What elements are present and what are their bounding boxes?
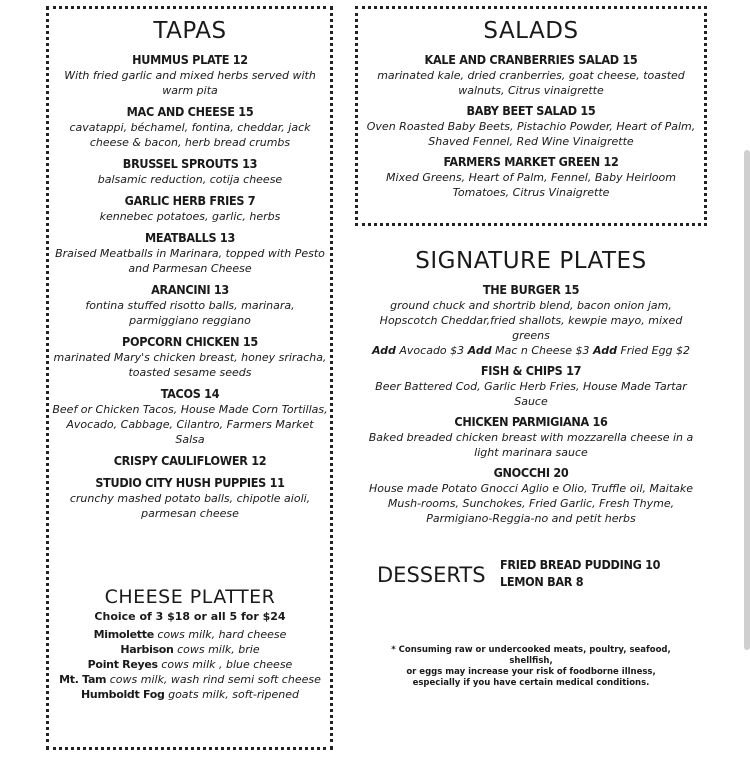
cheese-description: goats milk, soft-ripened bbox=[168, 688, 299, 701]
cheese-name: Mimolette bbox=[93, 628, 154, 641]
cheese-description: cows milk, wash rind semi soft cheese bbox=[109, 673, 321, 686]
dish-description: kennebec potatoes, garlic, herbs bbox=[99, 210, 281, 223]
menu-item bbox=[362, 464, 700, 526]
dish-description: Baked breaded chicken breast with mozzarella cheese in a light marinara sauce bbox=[368, 431, 694, 459]
dish-name: THE BURGER 15 bbox=[482, 282, 580, 297]
salads-list bbox=[362, 51, 700, 200]
salads-section bbox=[362, 17, 700, 204]
dish-name: CHICKEN PARMIGIANA 16 bbox=[454, 414, 608, 429]
cheese-name: Point Reyes bbox=[87, 658, 158, 671]
dish-description: crunchy mashed potato balls, chipotle aioli, parmesan cheese bbox=[69, 492, 311, 520]
menu-item bbox=[52, 281, 328, 328]
dish-description: With fried garlic and mixed herbs served with warm pita bbox=[64, 69, 316, 97]
cheese-item bbox=[52, 672, 328, 687]
cheese-name: Harbison bbox=[120, 643, 174, 656]
dish-description: Braised Meatballs in Marinara, topped with Pesto and Parmesan Cheese bbox=[55, 247, 325, 275]
menu-item bbox=[362, 413, 700, 460]
dish-name: STUDIO CITY HUSH PUPPIES 11 bbox=[95, 475, 285, 490]
disclaimer-line: or eggs may increase your risk of foodborne illness, bbox=[406, 667, 656, 677]
menu-item bbox=[52, 474, 328, 521]
dish-name: FISH & CHIPS 17 bbox=[480, 363, 582, 378]
menu-item bbox=[362, 153, 700, 200]
cheese-description: cows milk, hard cheese bbox=[157, 628, 287, 641]
dish-description: Beer Battered Cod, Garlic Herb Fries, House Made Tartar Sauce bbox=[375, 380, 687, 408]
cheese-item bbox=[52, 687, 328, 702]
dish-description: balsamic reduction, cotija cheese bbox=[97, 173, 283, 186]
tapas-section bbox=[52, 17, 328, 526]
dish-name: TACOS 14 bbox=[160, 386, 220, 401]
addon-text: Avocado $3 bbox=[399, 344, 465, 357]
tapas-list bbox=[52, 51, 328, 521]
dish-name: BRUSSEL SPROUTS 13 bbox=[122, 156, 258, 171]
dish-description: marinated kale, dried cranberries, goat cheese, toasted walnuts, Citrus vinaigrette bbox=[377, 69, 685, 97]
dish-name: CRISPY CAULIFLOWER 12 bbox=[113, 453, 267, 468]
cheese-title: CHEESE PLATTER bbox=[104, 586, 276, 608]
dish-name: FARMERS MARKET GREEN 12 bbox=[443, 154, 619, 169]
disclaimer bbox=[372, 645, 690, 689]
menu-item bbox=[52, 229, 328, 276]
dessert-item: LEMON BAR 8 bbox=[500, 574, 584, 589]
cheese-name: Humboldt Fog bbox=[81, 688, 165, 701]
menu-item bbox=[362, 102, 700, 149]
menu-item bbox=[52, 155, 328, 187]
tapas-title: TAPAS bbox=[153, 18, 227, 44]
disclaimer-line: especially if you have certain medical conditions. bbox=[412, 678, 650, 688]
signature-title: SIGNATURE PLATES bbox=[415, 248, 647, 274]
salads-title: SALADS bbox=[483, 18, 579, 44]
addon-label: Add bbox=[371, 344, 396, 357]
dish-name: BABY BEET SALAD 15 bbox=[466, 103, 596, 118]
cheese-subtitle: Choice of 3 $18 or all 5 for $24 bbox=[94, 610, 286, 623]
cheese-name: Mt. Tam bbox=[59, 673, 107, 686]
dish-description: Oven Roasted Baby Beets, Pistachio Powder, Heart of Palm, Shaved Fennel, Red Wine Vinaigrette bbox=[366, 120, 696, 148]
dish-name: GNOCCHI 20 bbox=[493, 465, 569, 480]
burger-addons bbox=[362, 343, 700, 358]
menu-item bbox=[52, 452, 328, 469]
menu-item bbox=[52, 51, 328, 98]
dish-description: fontina stuffed risotto balls, marinara, parmiggiano reggiano bbox=[85, 299, 295, 327]
dish-name: ARANCINI 13 bbox=[151, 282, 229, 297]
cheese-list bbox=[52, 627, 328, 702]
dish-description: House made Potato Gnocci Aglio e Olio, Truffle oil, Maitake Mush-rooms, Sunchokes, Fried Garlic, Fresh Thyme, Parmigiano-Reggia-no and petit herbs bbox=[368, 482, 694, 525]
dish-name: GARLIC HERB FRIES 7 bbox=[124, 193, 256, 208]
cheese-section bbox=[52, 585, 328, 702]
cheese-item bbox=[52, 642, 328, 657]
dessert-item: FRIED BREAD PUDDING 10 bbox=[500, 557, 661, 572]
dish-description: Beef or Chicken Tacos, House Made Corn Tortillas, Avocado, Cabbage, Cilantro, Farmers Market Salsa bbox=[52, 403, 328, 446]
menu-item bbox=[362, 362, 700, 409]
signature-list bbox=[362, 362, 700, 526]
dish-description: ground chuck and shortrib blend, bacon onion jam, Hopscotch Cheddar,fried shallots, kewpie mayo, mixed greens bbox=[379, 299, 683, 342]
cheese-description: cows milk , blue cheese bbox=[161, 658, 293, 671]
disclaimer-line: * Consuming raw or undercooked meats, poultry, seafood, shellfish, bbox=[391, 645, 671, 666]
addon-label: Add bbox=[593, 344, 617, 357]
menu-item bbox=[52, 192, 328, 224]
dish-description: Mixed Greens, Heart of Palm, Fennel, Baby Heirloom Tomatoes, Citrus Vinaigrette bbox=[386, 171, 676, 199]
desserts-title: DESSERTS bbox=[377, 563, 486, 587]
menu-item bbox=[52, 385, 328, 447]
scrollbar[interactable] bbox=[744, 150, 750, 650]
dish-description: cavatappi, béchamel, fontina, cheddar, jack cheese & bacon, herb bread crumbs bbox=[69, 121, 311, 149]
dish-description: marinated Mary's chicken breast, honey sriracha, toasted sesame seeds bbox=[53, 351, 327, 379]
addon-text: Mac n Cheese $3 bbox=[495, 344, 590, 357]
dish-name: MAC AND CHEESE 15 bbox=[126, 104, 254, 119]
signature-section bbox=[362, 246, 700, 530]
cheese-item bbox=[52, 657, 328, 672]
dish-name: POPCORN CHICKEN 15 bbox=[122, 334, 258, 349]
menu-item bbox=[52, 333, 328, 380]
signature-dish-burger bbox=[362, 281, 700, 358]
menu-item bbox=[52, 103, 328, 150]
cheese-description: cows milk, brie bbox=[177, 643, 260, 656]
cheese-item bbox=[52, 627, 328, 642]
dish-name: MEATBALLS 13 bbox=[145, 230, 235, 245]
menu-item bbox=[362, 51, 700, 98]
dish-name: KALE AND CRANBERRIES SALAD 15 bbox=[424, 52, 638, 67]
desserts-items bbox=[500, 556, 660, 590]
dish-name: HUMMUS PLATE 12 bbox=[132, 52, 248, 67]
addon-label: Add bbox=[467, 344, 492, 357]
addon-text: Fried Egg $2 bbox=[620, 344, 691, 357]
